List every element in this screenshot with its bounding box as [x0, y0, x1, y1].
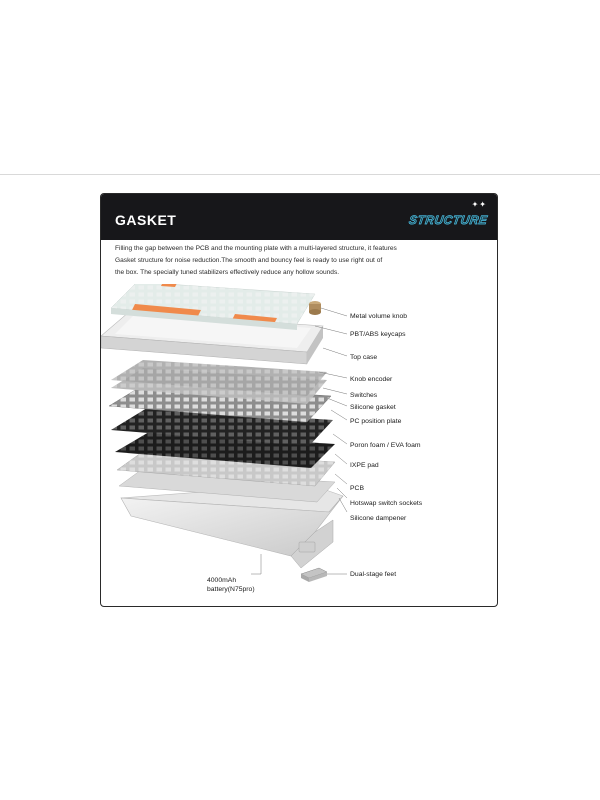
label-battery-model: battery(N75pro) — [207, 586, 255, 593]
sparkle-icon: ✦✦ — [471, 200, 487, 209]
page-title: GASKET — [115, 212, 177, 228]
intro-line-3: the box. The specially tuned stabilizers effectively reduce any hollow sounds. — [115, 269, 340, 276]
battery-icon — [299, 542, 315, 552]
dual-stage-feet — [301, 568, 327, 582]
card-header — [101, 194, 497, 240]
label-dual-stage-feet: Dual-stage feet — [350, 571, 397, 578]
label-silicone-gasket: Silicone gasket — [350, 404, 396, 411]
label-pc-position-plate: PC position plate — [350, 418, 402, 425]
structure-badge: STRUCTURE — [407, 213, 488, 227]
label-knob-encoder: Knob encoder — [350, 376, 393, 383]
label-ixpe-pad: IXPE pad — [350, 462, 379, 469]
intro-line-2: Gasket structure for noise reduction.The smooth and bouncy feel is ready to use right out of — [115, 257, 383, 264]
gasket-structure-card — [100, 193, 498, 607]
label-switches: Switches — [350, 392, 378, 399]
label-poron-foam: Poron foam / EVA foam — [350, 442, 421, 449]
label-pcb: PCB — [350, 485, 364, 492]
exploded-keyboard-diagram — [101, 284, 498, 606]
label-metal-volume-knob: Metal volume knob — [350, 313, 408, 320]
intro-text — [115, 243, 435, 279]
intro-line-1: Filling the gap between the PCB and the mounting plate with a multi-layered structure, it features — [115, 245, 397, 252]
label-keycaps: PBT/ABS keycaps — [350, 331, 406, 338]
label-top-case: Top case — [350, 354, 378, 361]
metal-volume-knob — [309, 301, 321, 315]
label-battery-capacity: 4000mAh — [207, 577, 237, 584]
top-divider — [0, 174, 600, 175]
label-silicone-dampener: Silicone dampener — [350, 515, 407, 522]
label-hotswap-sockets: Hotswap switch sockets — [350, 500, 423, 507]
